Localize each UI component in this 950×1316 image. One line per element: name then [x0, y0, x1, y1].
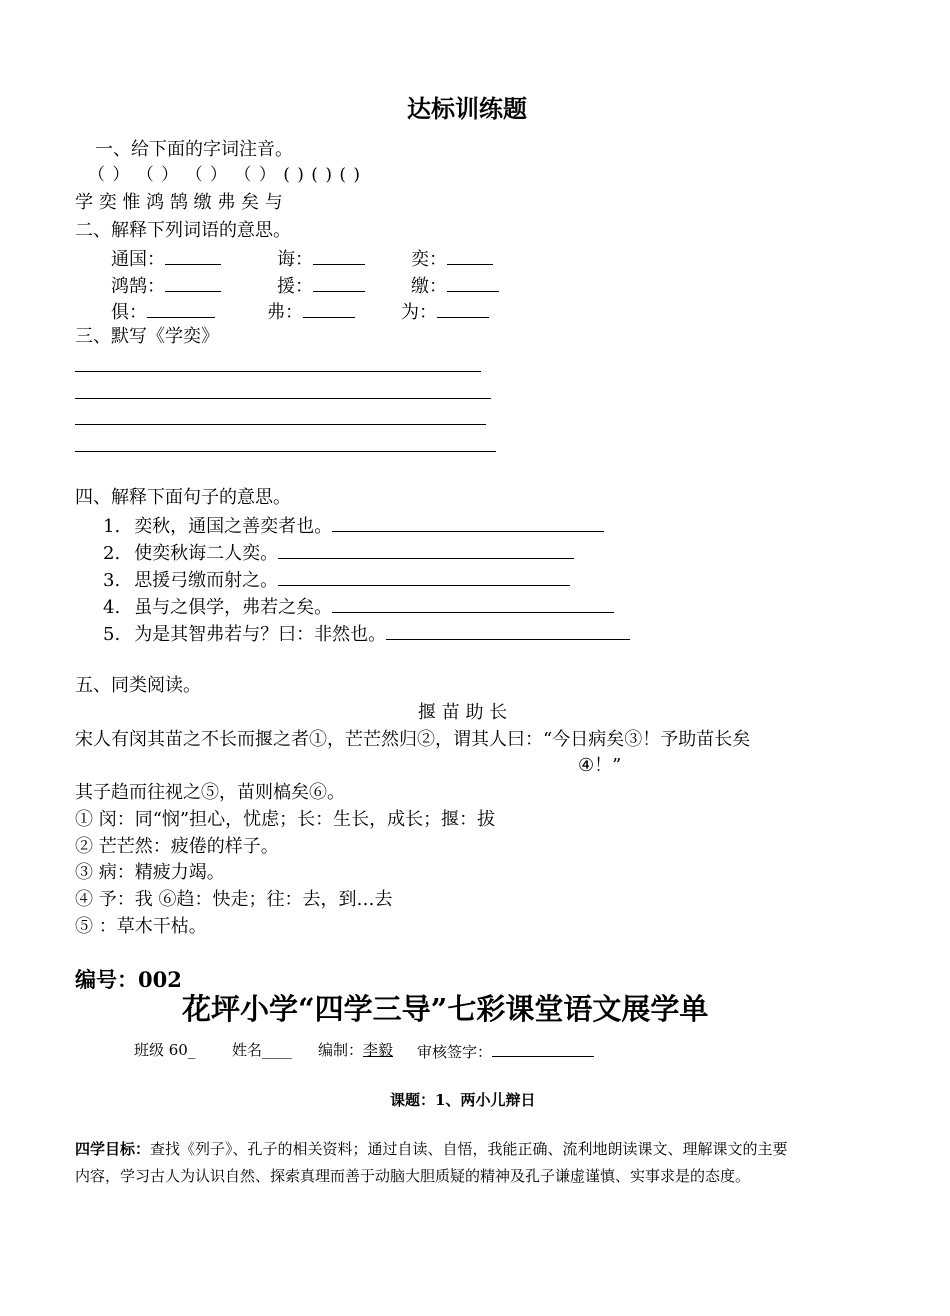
editor-field: 编制：李毅	[318, 1041, 394, 1059]
dictation-line	[75, 451, 496, 452]
drill-title: 达标训练题	[407, 94, 527, 123]
word-item: 为：	[401, 301, 489, 322]
annotation-note: ② 芒芒然：疲倦的样子。	[75, 836, 279, 857]
word-item: 鸿鹄：	[111, 275, 221, 296]
story-line: 其子趋而往视之⑤，苗则槁矣⑥。	[75, 782, 345, 803]
sentence-item: 1. 奕秋，通国之善奕者也。	[103, 515, 604, 536]
word-item: 诲：	[277, 248, 365, 269]
word-item: 弗：	[267, 301, 355, 322]
goal-line: 四学目标：查找《列子》、孔子的相关资料；通过自读、自悟，我能正确、流利地朗读课文、理解课文的主要	[75, 1140, 788, 1158]
annotation-note: ③ 病：精疲力竭。	[75, 862, 225, 883]
story-line: 宋人有闵其苗之不长而揠之者①，芒芒然归②，谓其人曰：“今日病矣③！予助苗长矣	[75, 729, 751, 750]
pinyin-words: 学 奕 惟 鸿 鹄 缴 弗 矣 与	[75, 192, 283, 213]
word-item: 奕：	[411, 248, 493, 269]
sheet-number: 编号：002	[75, 967, 182, 992]
section-5-heading: 五、同类阅读。	[75, 675, 201, 696]
story-title: 揠 苗 助 长	[418, 702, 508, 723]
annotation-note: ① 闵：同“悯”担心，忧虑；长：生长，成长；揠：拔	[75, 809, 496, 830]
annotation-note: ④ 予：我 ⑥趋：快走；往：去，到…去	[75, 889, 393, 910]
sheet-title: 花坪小学“四学三导”七彩课堂语文展学单	[182, 992, 709, 1026]
editor-name: 李毅	[363, 1041, 394, 1059]
sentence-item: 3. 思援弓缴而射之。	[103, 569, 570, 590]
word-item: 通国：	[111, 248, 221, 269]
section-2-heading: 二、解释下列词语的意思。	[75, 220, 291, 241]
dictation-line	[75, 398, 491, 399]
word-item: 援：	[277, 275, 365, 296]
word-item: 俱：	[111, 301, 215, 322]
section-1-heading: 一、给下面的字词注音。	[95, 139, 293, 160]
pinyin-parentheses: （ ） （ ） （ ） （ ） ( ) ( ) ( )	[88, 165, 361, 185]
lesson-title: 课题：1、两小儿辩日	[390, 1091, 536, 1109]
goal-label: 四学目标：	[75, 1140, 151, 1158]
sentence-item: 2. 使奕秋诲二人奕。	[103, 542, 574, 563]
section-4-heading: 四、解释下面句子的意思。	[75, 487, 291, 508]
name-label: 姓名____	[232, 1041, 293, 1059]
dictation-line	[75, 424, 486, 425]
class-label: 班级 60_	[134, 1041, 196, 1059]
word-item: 缴：	[411, 275, 499, 296]
goal-line: 内容，学习古人为认识自然、探索真理而善于动脑大胆质疑的精神及孔子谦虚谨慎、实事求是的态度。	[75, 1167, 751, 1185]
sentence-item: 4. 虽与之俱学，弗若之矣。	[103, 596, 614, 617]
dictation-line	[75, 371, 481, 372]
story-line: ④！”	[578, 755, 622, 776]
section-3-heading: 三、默写《学奕》	[75, 326, 219, 347]
annotation-note: ⑤ ：草木干枯。	[75, 916, 207, 937]
sentence-item: 5. 为是其智弗若与？曰：非然也。	[103, 623, 630, 644]
review-signature-field: 审核签字：	[417, 1043, 594, 1060]
